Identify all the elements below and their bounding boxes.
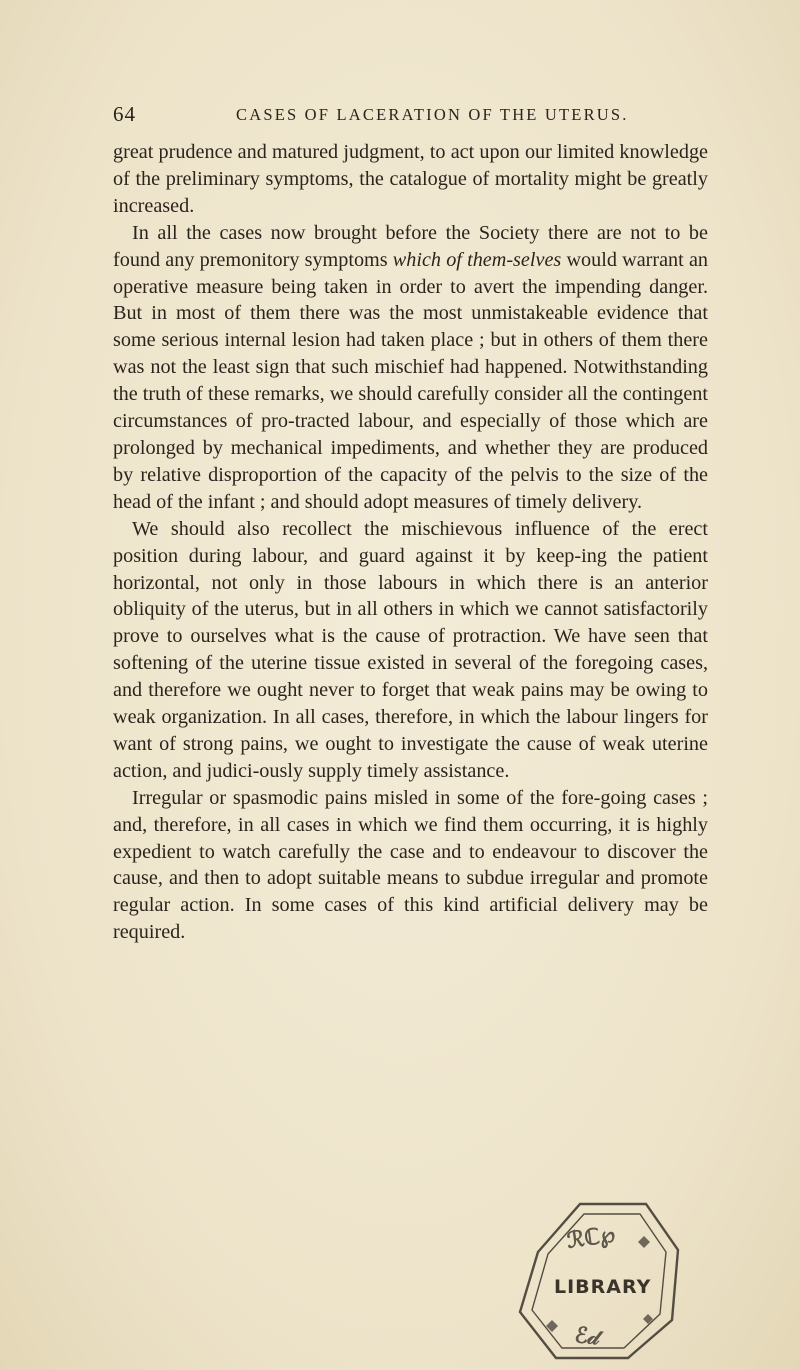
library-stamp-icon	[508, 1192, 684, 1364]
text-run: In all the cases now brought before the Society there are not to be found any premonitory symptoms	[113, 221, 708, 271]
paragraph	[113, 516, 708, 785]
running-header	[113, 102, 683, 132]
page-number: 64	[113, 102, 136, 126]
svg-text:ℛℂ℘: ℛℂ℘	[565, 1221, 617, 1254]
text-run: great prudence and matured judgment, to act upon our limited knowledge of the preliminary symptoms, the catalogue of mortality might be greatly increased.	[113, 141, 708, 217]
text-run: would warrant an operative measure being taken in order to avert the impending danger. But in most of them there was the most unmistakeable evidence that some serious internal lesion had taken place ; but in others of them there was not the least sign that such mischief had happened. Notwithstanding the truth of these remarks, we should carefully consider all the contingent circumstances of pro-tracted labour, and especially of those which are prolonged by mechanical impediments, and whether they are produced by relative disproportion of the capacity of the pelvis to the size of the head of the infant ; and should adopt measures of timely delivery.	[113, 248, 708, 513]
running-title: CASES OF LACERATION OF THE UTERUS.	[236, 105, 629, 124]
paragraph	[113, 139, 708, 220]
italic-text-run: which of them-selves	[392, 248, 562, 271]
paragraph	[113, 220, 708, 516]
body-text	[113, 139, 708, 946]
stamp-label: LIBRARY	[554, 1276, 652, 1298]
text-run: We should also recollect the mischievous influence of the erect position during labour, and guard against it by keep-ing the patient horizontal, not only in those labours in which there is an anterior obliquity of the uterus, but in all others in which we cannot satisfactorily prove to ourselves what is the cause of protraction. We have seen that softening of the uterine tissue existed in several of the foregoing cases, and therefore we ought never to forget that weak pains may be owing to weak organization. In all cases, therefore, in which the labour lingers for want of strong pains, we ought to investigate the cause of weak uterine action, and judici-ously supply timely assistance.	[113, 517, 708, 782]
svg-text:ℰ𝒹: ℰ𝒹	[573, 1322, 601, 1351]
paragraph	[113, 785, 708, 946]
text-run: Irregular or spasmodic pains misled in some of the fore-going cases ; and, therefore, in all cases in which we find them occurring, it is highly expedient to watch carefully the case and to endeavour to discover the cause, and then to adopt suitable means to subdue irregular and promote regular action. In some cases of this kind artificial delivery may be required.	[113, 786, 708, 944]
